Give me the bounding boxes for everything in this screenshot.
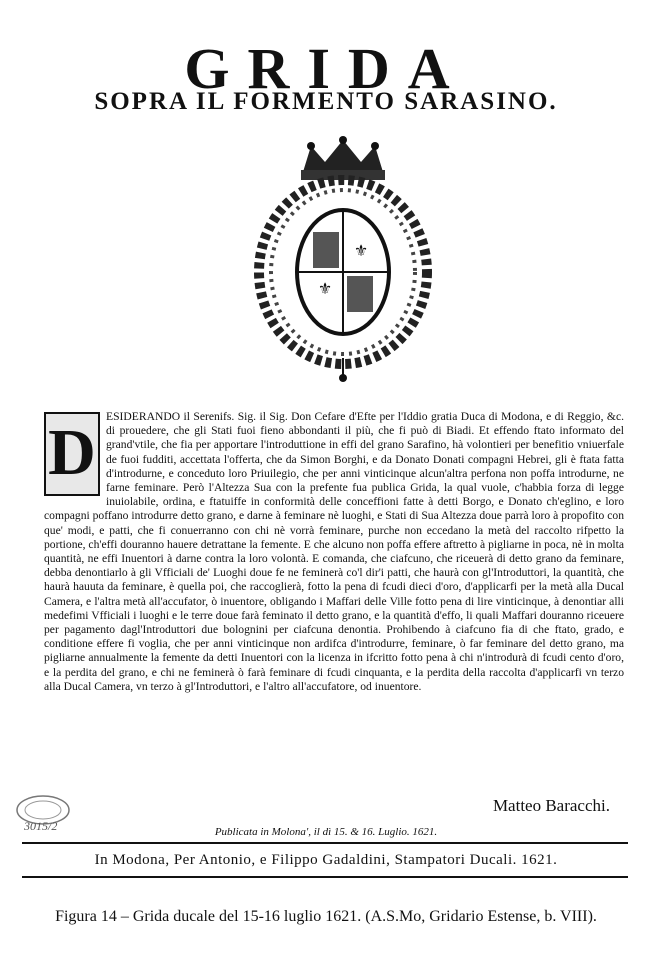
decorated-initial-letter: D xyxy=(48,416,96,489)
publication-note: Publicata in Molona', il dì 15. & 16. Luglio. 1621. xyxy=(214,826,438,838)
decree-body: ESIDERANDO il Serenifs. Sig. il Sig. Don Cefare d'Efte per l'Iddio gratia Duca di Modona, e di Reggio, &c. di prouedere, che gli Stati fuoi fieno abbondanti il più, che fi può di Biadi. Et effendo ftato informato del grand'vtile, che fia per apportare l'introduttione in effi del grano Sarafino, hà volontieri per benefitio vniuerfale de fuoi fudditi, accettata l'offerta, che da Simon Borghi, e da Donato Donati compagni Hebrei, gli è ftata fatta d'introdurne, e conceduto loro Priuilegio, che per anni vinticinque alcun'altra perfona non poffa introdurne, ne farne feminare. Però l'Altezza Sua con la prefente fua publica Grida, la qual vuole, c'habbia forza di legge inuiolabile, ordina, e ftatuiffe in conformità delle conceffioni fatte à detti Borgo, e Donato ch'eglino, e loro compagni poffano introdurre detto grano, e darne à feminare nè luoghi, e Stati di Sua Altezza doue parrà loro à propofito con que' modi, e patti, che fi conuerranno con chi nè vorrà feminare, purche non eccedano la metà del raccolto rifpetto la portione, ch'effi douranno hauere detrattane la femente. E che alcuno non poffa effere aftretto à pigliarne in poca, nè in molta quantità, ne effi Inuentori à darne contra la loro volontà. E comanda, che ciafcuno, che riceuerà di detto grano da feminare, debba denontiarlo à gli Vfficiali de' Luoghi doue fe ne feminerà co'l dir'i patti, che haurà con gl'Introduttori, la quantità, che haurà hauuta da feminare, è quella poi, che raccoglierà, fotto la pena di fcudi dieci d'oro, d'applicarfi per la metà alla Ducal Camera, e l'altra metà all'accufator, ò inuentore, obligando i Maffari delle Ville fotto pena di lire vinticinque, à denontiar alli medefimi Vfficiali i luoghi e le terre doue farà feminato il detto grano, e la quantità d'effo, li quali Maffari douranno riceuere per pagamento dagl'Introduttori due bolognini per ciafcuna denontia. Prohibendo à ciafcuno fia di che ftato, grado, e conditione effere fi voglia, che per anni vinticinque non ardifca d'introdurre, feminare, ò far feminare del detto grano, ma pigliarne annualmente la femente da detti Inuentori con la licenza in ifcritto fotto pena à chi n'introdurà di fcudi cento d'oro, e la perdita del grano, e chi ne feminerà ò farà feminare di fcudi cinquanta, e la perdita della raccolta d'applicarfi vn terzo alla Ducal Camera, vn terzo à gl'Introduttori, e l'altro all'accufatore, od inuentore. xyxy=(44,410,624,693)
divider-bottom xyxy=(22,876,628,878)
document-subtitle: SOPRA IL FORMENTO SARASINO. xyxy=(94,88,558,115)
printer-imprint: In Modona, Per Antonio, e Filippo Gadaldini, Stampatori Ducali. 1621. xyxy=(94,852,558,868)
document-title: GRIDA xyxy=(184,36,468,101)
archive-number: 3015/2 xyxy=(24,819,58,833)
svg-text:⚜: ⚜ xyxy=(317,281,333,298)
signature: Matteo Baracchi. xyxy=(492,796,610,815)
svg-text:⚜: ⚜ xyxy=(353,243,369,260)
divider-top xyxy=(22,842,628,844)
figure-caption: Figura 14 – Grida ducale del 15-16 luglio 1621. (A.S.Mo, Gridario Estense, b. VIII). xyxy=(55,908,597,925)
decree-text xyxy=(44,410,624,694)
decorated-initial xyxy=(44,412,100,496)
ducal-coat-of-arms-icon xyxy=(253,132,433,384)
